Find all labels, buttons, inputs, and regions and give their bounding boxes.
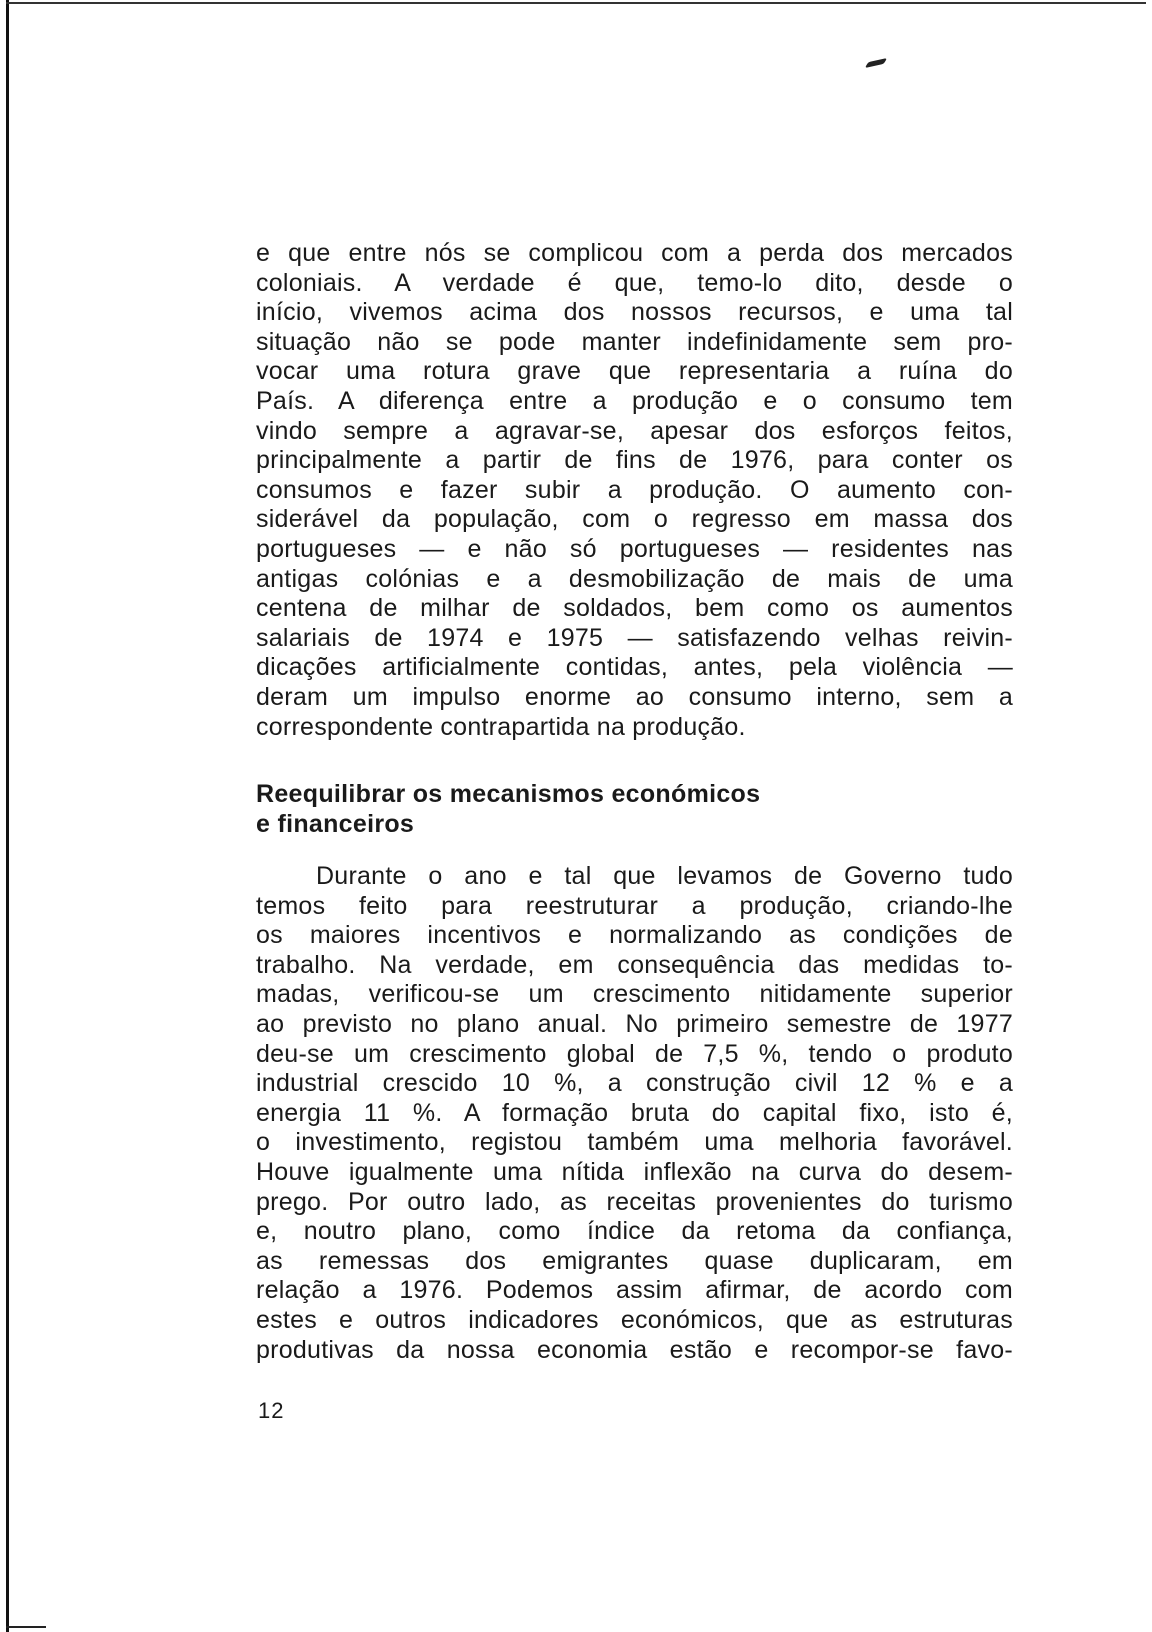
text-line: as remessas dos emigrantes quase duplicaram, em <box>256 1246 1013 1275</box>
scan-border-bottom <box>6 1626 46 1628</box>
text-line: deram um impulso enorme ao consumo interno, sem a <box>256 682 1013 711</box>
text-line: vindo sempre a agravar-se, apesar dos esforços feitos, <box>256 416 1013 445</box>
text-line: produtivas da nossa economia estão e recompor-se favo- <box>256 1335 1013 1364</box>
text-line: Houve igualmente uma nítida inflexão na curva do desem- <box>256 1157 1013 1186</box>
text-line: coloniais. A verdade é que, temo-lo dito, desde o <box>256 268 1013 297</box>
text-line: siderável da população, com o regresso em massa dos <box>256 505 1013 534</box>
text-line: deu-se um crescimento global de 7,5 %, tendo o produto <box>256 1039 1013 1068</box>
text-line: consumos e fazer subir a produção. O aumento con- <box>256 475 1013 504</box>
text-line: e, noutro plano, como índice da retoma da confiança, <box>256 1217 1013 1246</box>
paragraph-2 <box>256 862 1013 1365</box>
text-line: principalmente a partir de fins de 1976, para conter os <box>256 446 1013 475</box>
page-number: 12 <box>258 1398 285 1423</box>
text-line: vocar uma rotura grave que representaria a ruína do <box>256 357 1013 386</box>
text-line: ao previsto no plano anual. No primeiro semestre de 1977 <box>256 1009 1013 1038</box>
scan-border-top <box>6 2 1146 4</box>
text-line: e que entre nós se complicou com a perda dos mercados <box>256 239 1013 267</box>
text-line: madas, verificou-se um crescimento nitidamente superior <box>256 980 1013 1009</box>
text-line: prego. Por outro lado, as receitas provenientes do turismo <box>256 1187 1013 1216</box>
text-line: os maiores incentivos e normalizando as condições de <box>256 921 1013 950</box>
text-line: antigas colónias e a desmobilização de mais de uma <box>256 564 1013 593</box>
text-line: temos feito para reestruturar a produção, criando-lhe <box>256 891 1013 920</box>
text-line: energia 11 %. A formação bruta do capital fixo, isto é, <box>256 1098 1013 1127</box>
text-line: trabalho. Na verdade, em consequência das medidas to- <box>256 950 1013 979</box>
paragraph-1 <box>256 239 1013 742</box>
text-line: Durante o ano e tal que levamos de Governo tudo <box>316 862 1013 890</box>
text-line: o investimento, registou também uma melhoria favorável. <box>256 1128 1013 1157</box>
section-heading <box>256 779 1013 838</box>
text-line: dicações artificialmente contidas, antes, pela violência — <box>256 653 1013 682</box>
text-line: salariais de 1974 e 1975 — satisfazendo velhas reivin- <box>256 623 1013 652</box>
text-line: início, vivemos acima dos nossos recursos, e uma tal <box>256 298 1013 327</box>
heading-line: Reequilibrar os mecanismos económicos <box>256 780 761 808</box>
text-line: industrial crescido 10 %, a construção civil 12 % e a <box>256 1069 1013 1098</box>
text-line: situação não se pode manter indefinidamente sem pro- <box>256 327 1013 356</box>
heading-line: e financeiros <box>256 809 415 838</box>
scan-border-left <box>6 0 9 1632</box>
text-line: relação a 1976. Podemos assim afirmar, de acordo com <box>256 1276 1013 1305</box>
text-line: correspondente contrapartida na produção. <box>256 712 746 741</box>
scan-ink-mark <box>865 58 887 68</box>
text-line: País. A diferença entre a produção e o consumo tem <box>256 386 1013 415</box>
text-line: centena de milhar de soldados, bem como os aumentos <box>256 594 1013 623</box>
text-line: portugueses — e não só portugueses — residentes nas <box>256 534 1013 563</box>
text-line: estes e outros indicadores económicos, que as estruturas <box>256 1305 1013 1334</box>
